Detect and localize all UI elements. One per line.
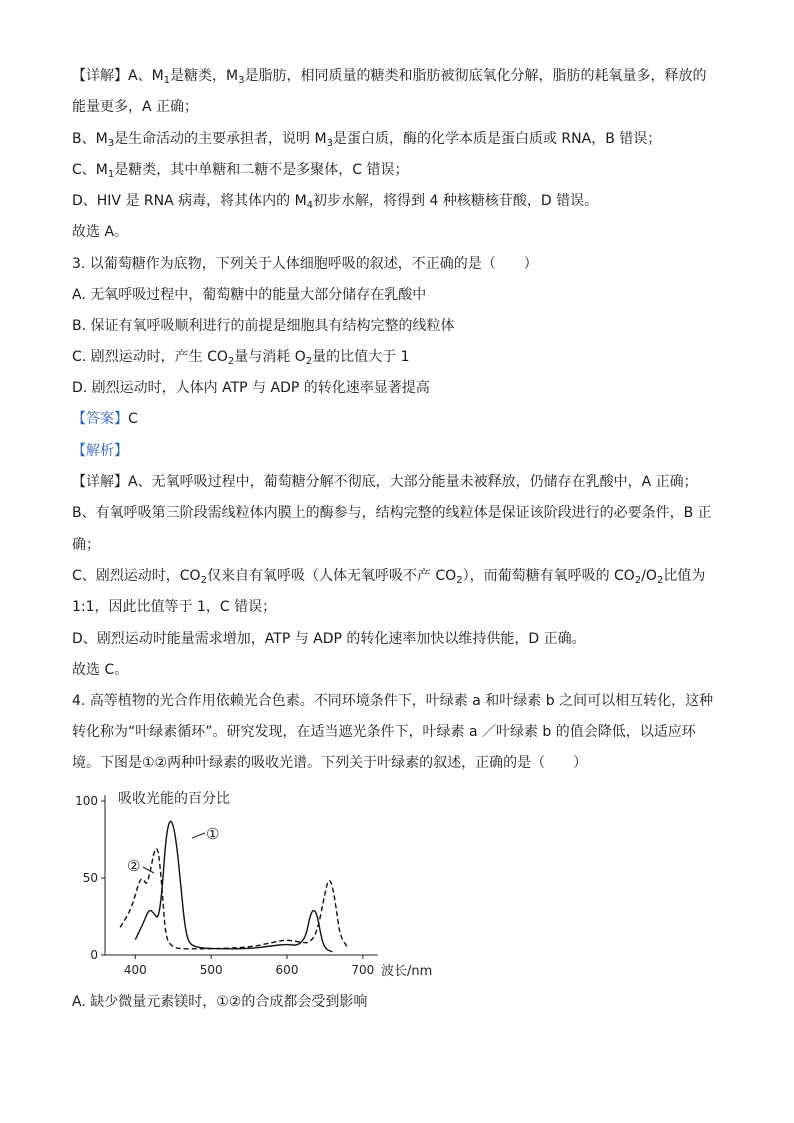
explanation-line-d: D、HIV 是 RNA 病毒，将其体内的 $M_4$初步水解，将得到 4 种核糖核苷酸，D 错误。 [72,193,599,211]
y-tick-label: 50 [82,871,98,885]
detail-line-3: C、剧烈运动时，$CO_2$仅来自有氧呼吸（人体无氧呼吸不产 $CO_2$），而葡萄糖有氧呼吸的 $CO_2/O_2$比值为 [72,568,706,586]
answer-value: C [128,411,138,427]
question-4-line-2: 转化称为“叶绿素循环”。研究发现，在适当遮光条件下，叶绿素 a ／叶绿素 b 的值会降低，以适应环 [72,724,696,740]
x-axis-label: 波长/nm [381,964,433,979]
detail-line-2: B、有氧呼吸第三阶段需线粒体内膜上的酶参与，结构完整的线粒体是保证该阶段进行的必要条件，B 正 [72,505,712,521]
detail-line-1: 【详解】A、无氧呼吸过程中，葡萄糖分解不彻底，大部分能量未被释放，仍储存在乳酸中，A 正确； [72,474,698,490]
series-1-label: ① [206,825,220,843]
series-1-leader [192,833,205,838]
explanation-line-b: B、$M_3$是生命活动的主要承担者，说明 $M_3$是蛋白质，酶的化学本质是蛋白质或 RNA，B 错误； [72,131,662,149]
detail-line-2b: 确； [72,537,100,553]
series-2-curve [120,849,348,949]
x-tick-label: 600 [275,963,299,977]
analysis-tag: 【解析】 [72,443,128,459]
question-4-line-3: 境。下图是①②两种叶绿素的吸收光谱。下列关于叶绿素的叙述，正确的是（ ） [72,755,588,771]
question-4-line-1: 4. 高等植物的光合作用依赖光合色素。不同环境条件下，叶绿素 a 和叶绿素 b 之间可以相互转化，这种 [72,693,714,709]
explanation-line-1: 【详解】A、$M_1$是糖类，$M_3$是脂肪，相同质量的糖类和脂肪被彻底氧化分解，脂肪的耗氧量多，释放的 [72,68,707,86]
choose-line-2: 故选 C。 [72,662,129,678]
q3-option-c: C. 剧烈运动时，产生 $CO_2$量与消耗 $O_2$量的比值大于 1 [72,349,410,367]
x-tick-label: 500 [199,963,223,977]
question-3: 3. 以葡萄糖作为底物，下列关于人体细胞呼吸的叙述，不正确的是（ ） [72,256,538,272]
y-tick-label: 100 [75,794,98,808]
q3-option-b: B. 保证有氧呼吸顺利进行的前提是细胞具有结构完整的线粒体 [72,318,455,334]
y-tick-label: 0 [90,948,98,962]
x-tick-label: 700 [351,963,375,977]
q3-option-d: D. 剧烈运动时，人体内 ATP 与 ADP 的转化速率显著提高 [72,380,430,396]
choose-line-1: 故选 A。 [72,224,129,240]
answer-tag: 【答案】 [72,411,128,427]
explanation-line-2: 能量更多，A 正确； [72,99,199,115]
series-2-label: ② [127,857,141,875]
y-axis-label: 吸收光能的百分比 [118,791,230,807]
detail-line-3b: 1:1，因此比值等于 1，C 错误； [72,599,277,615]
x-tick-label: 400 [123,963,147,977]
series-1-curve [135,821,332,952]
answer-line [72,409,138,429]
q3-option-a: A. 无氧呼吸过程中，葡萄糖中的能量大部分储存在乳酸中 [72,287,427,303]
series-2-leader [143,867,154,873]
explain-tag: 【详解】 [72,68,128,84]
q4-option-a: A. 缺少微量元素镁时，①②的合成都会受到影响 [72,994,368,1010]
absorption-spectrum-chart [60,785,460,985]
detail-line-4: D、剧烈运动时能量需求增加，ATP 与 ADP 的转化速率加快以维持供能，D 正确。 [72,631,586,647]
explanation-line-c: C、$M_1$是糖类，其中单糖和二糖不是多聚体，C 错误； [72,162,409,180]
